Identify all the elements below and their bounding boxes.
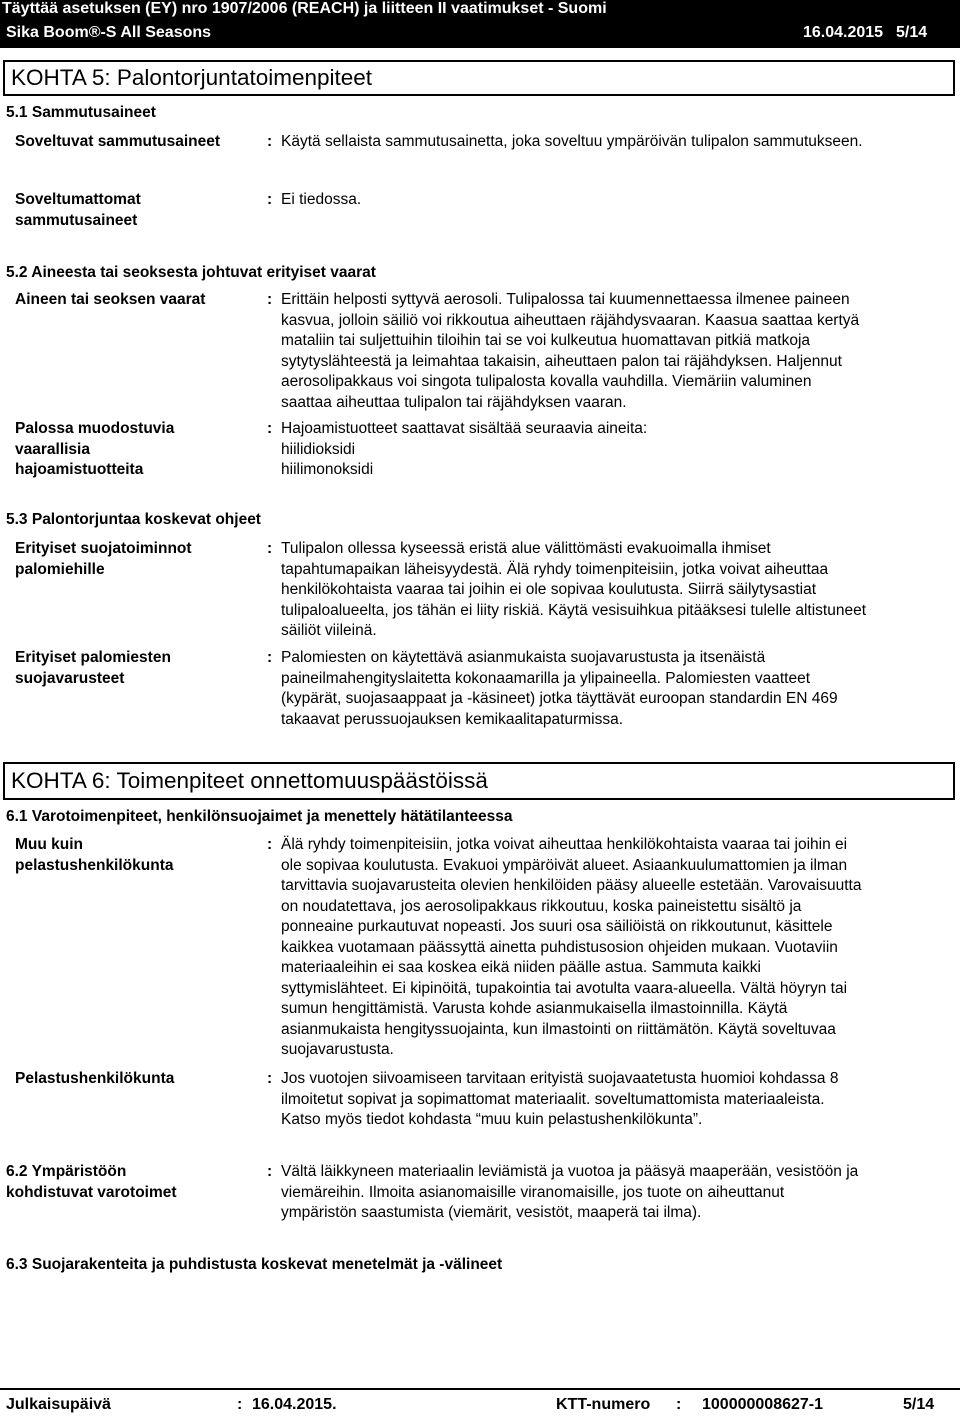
section-6-3-title: 6.3 Suojarakenteita ja puhdistusta koskevat menetelmät ja -välineet bbox=[6, 1256, 503, 1273]
text-line: Katso myös tiedot kohdasta “muu kuin pelastushenkilökunta”. bbox=[281, 1111, 703, 1128]
text-line: henkilökohtaista vaaraa tai joihin ei ole sopivaa koulutusta. Siirrä säilytysastiat bbox=[281, 581, 817, 598]
label-line: Muu kuin bbox=[15, 836, 84, 853]
text-line: sytytyslähteestä ja leimahtaa takaisin, aiheuttaen palon tai räjähdyksen. Haljennut bbox=[281, 352, 842, 370]
emergency-responders-label: Pelastushenkilökunta bbox=[15, 1070, 175, 1087]
text-line: Älä ryhdy toimenpiteisiin, jotka voivat aiheuttaa henkilökohtaista vaaraa tai joihin ei bbox=[281, 836, 848, 853]
text-line: ole sopivaa koulutusta. Evakuoi ympäröivät alueet. Asiaankuulumattomien ja ilman bbox=[281, 856, 848, 874]
text-line: hiilimonoksidi bbox=[281, 461, 374, 478]
issue-date-label: Julkaisupäivä bbox=[6, 1396, 111, 1413]
text-line: takaavat perussuojauksen kemikaalitapaturmissa. bbox=[281, 710, 624, 728]
text-line: on noudatettava, jos aerosolipakkaus rikkoutuu, koska paineistettu sisältö ja bbox=[281, 897, 802, 915]
combustion-products-text bbox=[281, 419, 951, 481]
regulation-header: Täyttää asetuksen (EY) nro 1907/2006 (REACH) ja liitteen II vaatimukset - Suomi bbox=[0, 0, 960, 18]
colon: : bbox=[267, 836, 273, 853]
text-line: mataliin tai suljettuihin tiloihin tai se voi kulkeutua huomattavan pitkiä matkoja bbox=[281, 332, 811, 349]
ktt-number: 100000008627-1 bbox=[702, 1396, 824, 1413]
colon: : bbox=[267, 420, 273, 437]
unsuitable-media-text: Ei tiedossa. bbox=[281, 191, 362, 208]
label-line: hajoamistuotteita bbox=[15, 461, 144, 478]
text-line: Jos vuotojen siivoamiseen tarvitaan erityistä suojavaatetusta huomioi kohdassa 8 bbox=[281, 1070, 839, 1087]
colon: : bbox=[267, 191, 273, 208]
header-page: 5/14 bbox=[896, 24, 928, 41]
hazards-text bbox=[281, 290, 951, 413]
label-line: kohdistuvat varotoimet bbox=[6, 1183, 177, 1201]
protective-equipment-text bbox=[281, 648, 951, 730]
text-line: säiliöt viileinä. bbox=[281, 622, 377, 639]
section-6-title: KOHTA 6: Toimenpiteet onnettomuuspäästöissä bbox=[3, 762, 955, 800]
ktt-colon: : bbox=[676, 1396, 682, 1413]
text-line: kaikkea vuotamaan päässyttä ainetta puhdistusosion ohjeiden mukaan. Vuotaviin bbox=[281, 938, 838, 956]
unsuitable-media-label-line: sammutusaineet bbox=[15, 211, 138, 229]
suitable-media-label: Soveltuvat sammutusaineet bbox=[15, 133, 221, 150]
text-line: Hajoamistuotteet saattavat sisältää seuraavia aineita: bbox=[281, 420, 648, 437]
unsuitable-media-label-line: Soveltumattomat bbox=[15, 191, 141, 208]
colon: : bbox=[267, 291, 273, 308]
text-line: tulipaloalueelta, jos tähän ei liity riskiä. Käytä vesisuihkua pitääksesi tulelle altistuneet bbox=[281, 601, 867, 619]
text-line: aerosolipakkaus voi singota tulipalosta kovalla vauhdilla. Viemäriin valuminen bbox=[281, 373, 812, 390]
section-6-1-title: 6.1 Varotoimenpiteet, henkilönsuojaimet ja menettely hätätilanteessa bbox=[6, 808, 513, 825]
label-line: pelastushenkilökunta bbox=[15, 856, 174, 874]
text-line: ympäristön saastumista (viemärit, vesistöt, maaperä tai ilma). bbox=[281, 1204, 702, 1221]
product-header bbox=[0, 18, 960, 48]
protective-equipment-label bbox=[15, 648, 171, 689]
ktt-label: KTT-numero bbox=[556, 1396, 651, 1413]
footer-page: 5/14 bbox=[903, 1396, 935, 1413]
text-line: saattaa aiheuttaa tulipalon tai räjähdyksen vaaran. bbox=[281, 393, 627, 411]
product-name: Sika Boom®-S All Seasons bbox=[6, 24, 212, 41]
hazards-label: Aineen tai seoksen vaarat bbox=[15, 291, 206, 308]
colon: : bbox=[267, 1163, 273, 1180]
text-line: tarvittavia suojavarusteita olevien henkilöiden pääsy alueelle estetään. Varovaisuutta bbox=[281, 877, 862, 894]
label-line: Erityiset palomiesten bbox=[15, 649, 171, 666]
label-line: suojavarusteet bbox=[15, 669, 125, 687]
label-line: 6.2 Ympäristöön bbox=[6, 1163, 127, 1180]
non-emergency-label bbox=[15, 835, 173, 876]
non-emergency-text bbox=[281, 835, 951, 1061]
text-line: viemäreihin. Ilmoita asianomaisille viranomaisille, jos tuote on aiheuttanut bbox=[281, 1183, 785, 1201]
special-actions-text bbox=[281, 539, 951, 642]
colon: : bbox=[267, 133, 273, 150]
emergency-responders-text bbox=[281, 1069, 951, 1131]
text-line: Palomiesten on käytettävä asianmukaista suojavarustusta ja itsenäistä bbox=[281, 649, 766, 666]
text-line: tapahtumapaikan läheisyydestä. Älä ryhdy toimenpiteisiin, jotka voivat aiheuttaa bbox=[281, 560, 829, 578]
section-5-1-title: 5.1 Sammutusaineet bbox=[6, 104, 156, 121]
environmental-precautions-text bbox=[281, 1162, 951, 1224]
colon: : bbox=[267, 540, 273, 557]
text-line: ilmoitetut sopivat ja sopimattomat materiaalit. soveltumattomista materiaaleista. bbox=[281, 1090, 825, 1108]
text-line: materiaaleihin ei saa koskea eikä niiden päälle astua. Sammuta kaikki bbox=[281, 959, 761, 976]
footer bbox=[0, 1388, 960, 1425]
header-date: 16.04.2015 bbox=[803, 24, 884, 41]
text-line: sumun hengittämistä. Varusta kohde asianmukaisella ilmastoinnilla. Käytä bbox=[281, 1000, 788, 1017]
text-line: ponneaine purkautuvat nopeasti. Jos suuri osa säiliöistä on rikkoutunut, käsittele bbox=[281, 918, 833, 935]
section-5-3-title: 5.3 Palontorjuntaa koskevat ohjeet bbox=[6, 511, 261, 528]
label-line: Palossa muodostuvia bbox=[15, 420, 175, 437]
label-line: vaarallisia bbox=[15, 440, 90, 458]
text-line: Vältä läikkyneen materiaalin leviämistä ja vuotoa ja pääsyä maaperään, vesistöön ja bbox=[281, 1163, 859, 1180]
text-line: (kypärät, suojasaappaat ja -käsineet) jotka täyttävät euroopan standardin EN 469 bbox=[281, 690, 838, 707]
combustion-products-label bbox=[15, 419, 174, 481]
text-line: hiilidioksidi bbox=[281, 440, 356, 458]
section-5-2-title: 5.2 Aineesta tai seoksesta johtuvat erityiset vaarat bbox=[6, 264, 376, 281]
colon: : bbox=[267, 649, 273, 666]
text-line: kasvua, jolloin säiliö voi rikkoutua aiheuttaen räjähdysvaaran. Kaasua saattaa kertyä bbox=[281, 311, 860, 329]
label-line: Erityiset suojatoiminnot bbox=[15, 540, 192, 557]
special-actions-label bbox=[15, 539, 192, 580]
issue-date-colon: : bbox=[237, 1396, 243, 1413]
text-line: syttymislähteet. Ei kipinöitä, tupakointia tai avotulta vaara-alueella. Vältä höyryn tai bbox=[281, 979, 848, 997]
text-line: suojavarustusta. bbox=[281, 1041, 394, 1058]
text-line: asianmukaista hengityssuojainta, kun ilmastointi on riittämätön. Käytä soveltuvaa bbox=[281, 1020, 836, 1038]
section-5-title: KOHTA 5: Palontorjuntatoimenpiteet bbox=[3, 60, 955, 96]
unsuitable-media-label bbox=[15, 190, 141, 231]
text-line: Tulipalon ollessa kyseessä eristä alue välittömästi evakuoimalla ihmiset bbox=[281, 540, 771, 557]
label-line: palomiehille bbox=[15, 560, 105, 578]
text-line: Erittäin helposti syttyvä aerosoli. Tulipalossa tai kuumennettaessa ilmenee paineen bbox=[281, 291, 850, 308]
text-line: paineilmahengityslaitetta kokonaamarilla ja ylipaineella. Palomiesten vaatteet bbox=[281, 669, 811, 687]
suitable-media-text: Käytä sellaista sammutusainetta, joka soveltuu ympäröivän tulipalon sammutukseen. bbox=[281, 133, 863, 150]
environmental-precautions-label bbox=[6, 1162, 177, 1203]
issue-date: 16.04.2015. bbox=[252, 1396, 337, 1413]
colon: : bbox=[267, 1070, 273, 1087]
